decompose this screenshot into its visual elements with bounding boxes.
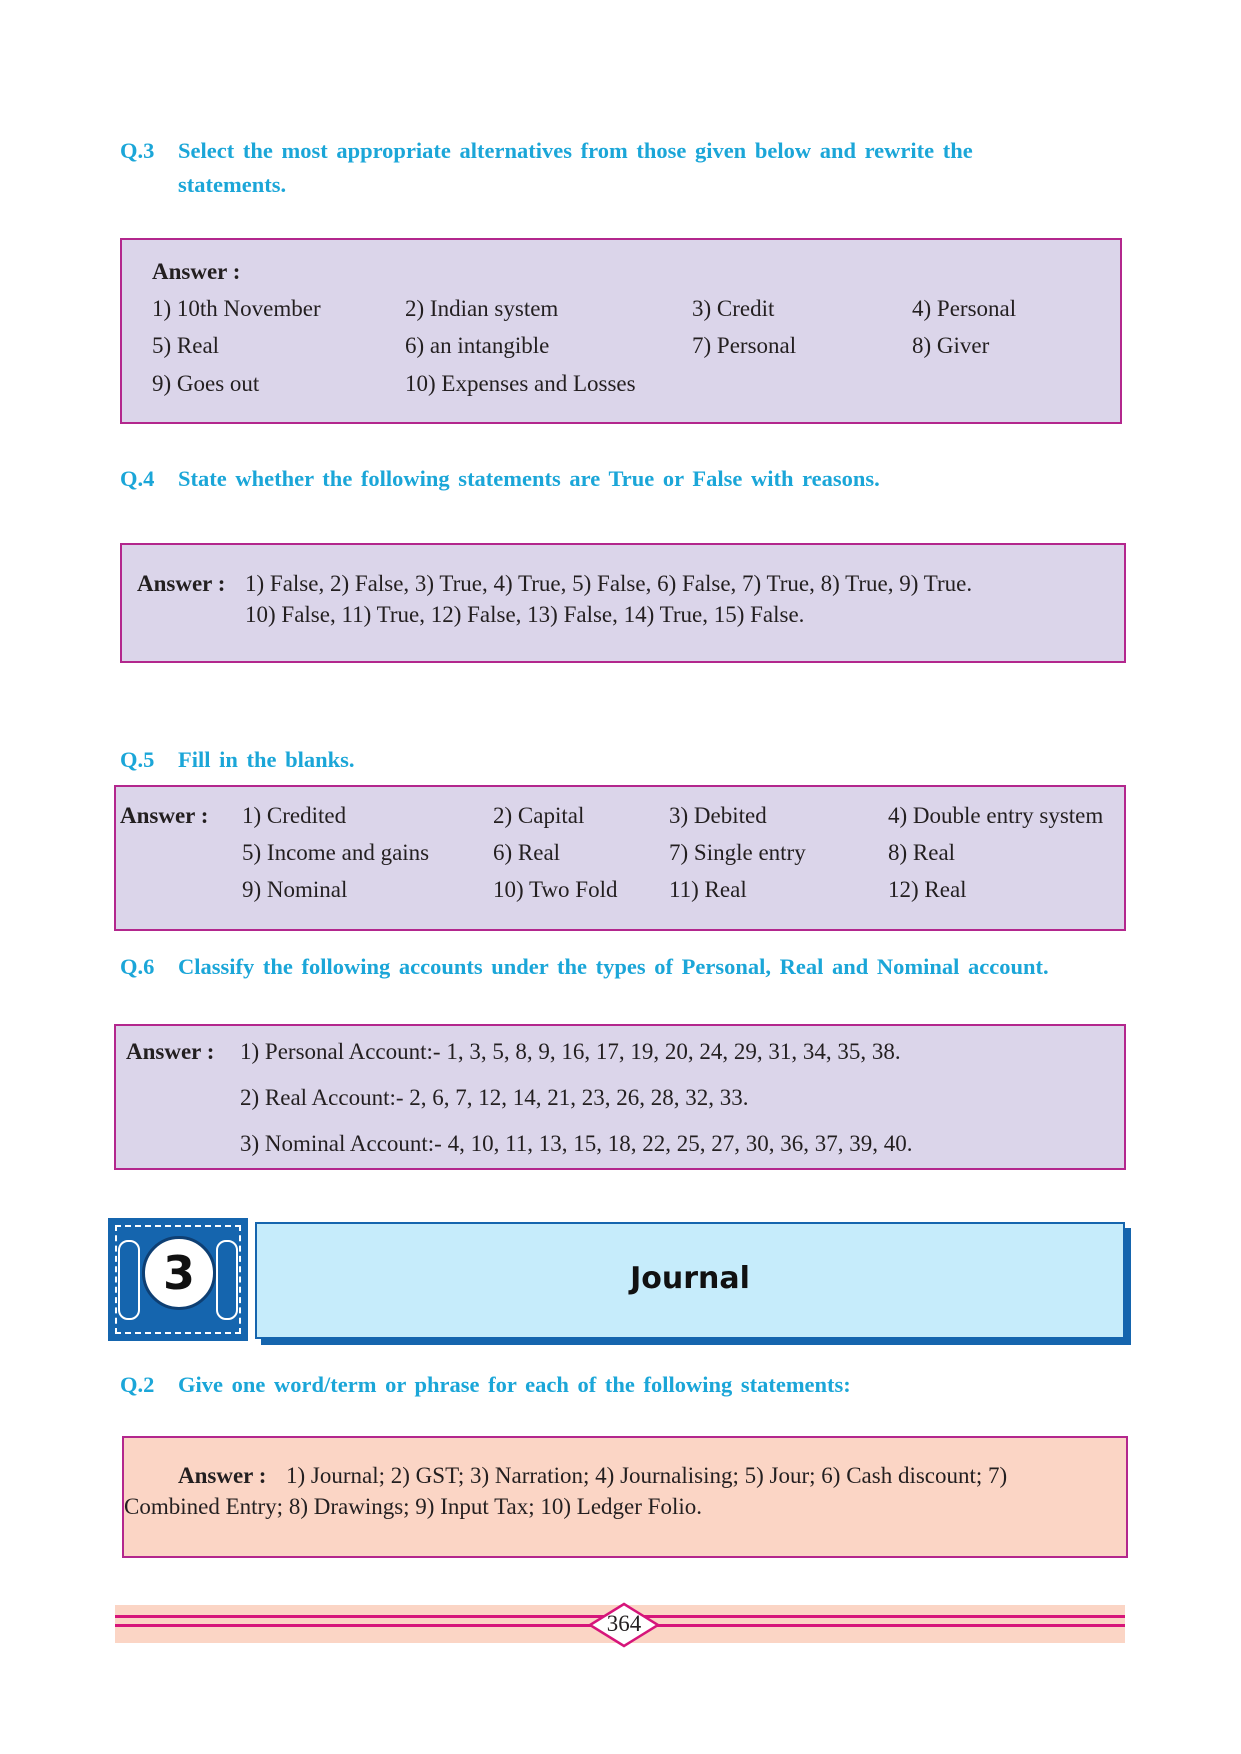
q3-answer-9: 9) Goes out [152, 371, 260, 396]
q5-text: Fill in the blanks. [178, 747, 355, 772]
q4-text: State whether the following statements are True or False with reasons. [178, 466, 880, 491]
q3-answer-5: 5) Real [152, 333, 220, 358]
q3-answer-1: 1) 10th November [152, 296, 321, 321]
q3-answer-3: 3) Credit [692, 296, 775, 321]
q5-answer-label: Answer : [120, 803, 209, 828]
q3-answer-10: 10) Expenses and Losses [405, 371, 636, 396]
chapter-title-banner [255, 1222, 1125, 1339]
q4-answer-line1: 1) False, 2) False, 3) True, 4) True, 5) False, 6) False, 7) True, 8) True, 9) True. [245, 571, 973, 596]
q5-answer-5: 5) Income and gains [242, 840, 430, 865]
q5-answer-2: 2) Capital [493, 803, 585, 828]
q5-number: Q.5 [120, 747, 155, 772]
q5-answer-3: 3) Debited [669, 803, 767, 828]
q6-answer-line2: 2) Real Account:- 2, 6, 7, 12, 14, 21, 23, 26, 28, 32, 33. [240, 1085, 749, 1110]
q6-answer-box [114, 1024, 1126, 1170]
q6-answer-line3: 3) Nominal Account:- 4, 10, 11, 13, 15, 18, 22, 25, 27, 30, 36, 37, 39, 40. [240, 1131, 913, 1156]
chapter-number: 3 [142, 1236, 216, 1310]
q5-answer-11: 11) Real [669, 877, 747, 902]
q4-number: Q.4 [120, 466, 155, 491]
q4-answer-box [120, 543, 1126, 663]
q2-number: Q.2 [120, 1372, 155, 1397]
page-number: 364 [606, 1611, 642, 1636]
q4-answer-line2: 10) False, 11) True, 12) False, 13) False, 14) True, 15) False. [245, 602, 805, 627]
q6-text: Classify the following accounts under the types of Personal, Real and Nominal account. [178, 954, 1049, 979]
q2-heading [120, 1368, 851, 1402]
q4-heading [120, 462, 880, 496]
right-ornament-icon [216, 1240, 238, 1320]
q3-answer-label: Answer : [152, 259, 241, 284]
q3-answer-7: 7) Personal [692, 333, 797, 358]
chapter-number-badge [108, 1218, 248, 1341]
q5-answer-7: 7) Single entry [669, 840, 806, 865]
q3-answer-2: 2) Indian system [405, 296, 559, 321]
q6-answer-label: Answer : [126, 1039, 215, 1064]
q5-answer-4: 4) Double entry system [888, 803, 1104, 828]
left-ornament-icon [118, 1240, 140, 1320]
q5-answer-6: 6) Real [493, 840, 561, 865]
q5-answer-12: 12) Real [888, 877, 967, 902]
q3-text-line2: statements. [178, 172, 287, 197]
q2-answer-line1: 1) Journal; 2) GST; 3) Narration; 4) Journalising; 5) Jour; 6) Cash discount; 7) [286, 1463, 1008, 1488]
q2-answer-label: Answer : [178, 1463, 267, 1488]
q5-answer-10: 10) Two Fold [493, 877, 618, 902]
q6-answer-line1: 1) Personal Account:- 1, 3, 5, 8, 9, 16, 17, 19, 20, 24, 29, 31, 34, 35, 38. [240, 1039, 901, 1064]
q2-answer-line2: Combined Entry; 8) Drawings; 9) Input Tax; 10) Ledger Folio. [124, 1494, 702, 1519]
q2-answer-box [122, 1436, 1128, 1558]
q5-heading [120, 743, 355, 777]
q3-answer-8: 8) Giver [912, 333, 990, 358]
q6-number: Q.6 [120, 954, 155, 979]
chapter-title: Journal [255, 1222, 1125, 1339]
q3-number: Q.3 [120, 138, 155, 163]
q6-heading [120, 950, 1049, 984]
q3-text-line1: Select the most appropriate alternatives from those given below and rewrite the [178, 138, 973, 163]
q5-answer-8: 8) Real [888, 840, 956, 865]
q5-answer-box [114, 785, 1126, 931]
q3-answer-box [120, 238, 1122, 424]
q4-answer-label: Answer : [137, 571, 226, 596]
q3-answer-6: 6) an intangible [405, 333, 550, 358]
q3-answer-4: 4) Personal [912, 296, 1017, 321]
q2-text: Give one word/term or phrase for each of the following statements: [178, 1372, 851, 1397]
q5-answer-9: 9) Nominal [242, 877, 348, 902]
q3-heading [120, 134, 973, 202]
q5-answer-1: 1) Credited [242, 803, 347, 828]
